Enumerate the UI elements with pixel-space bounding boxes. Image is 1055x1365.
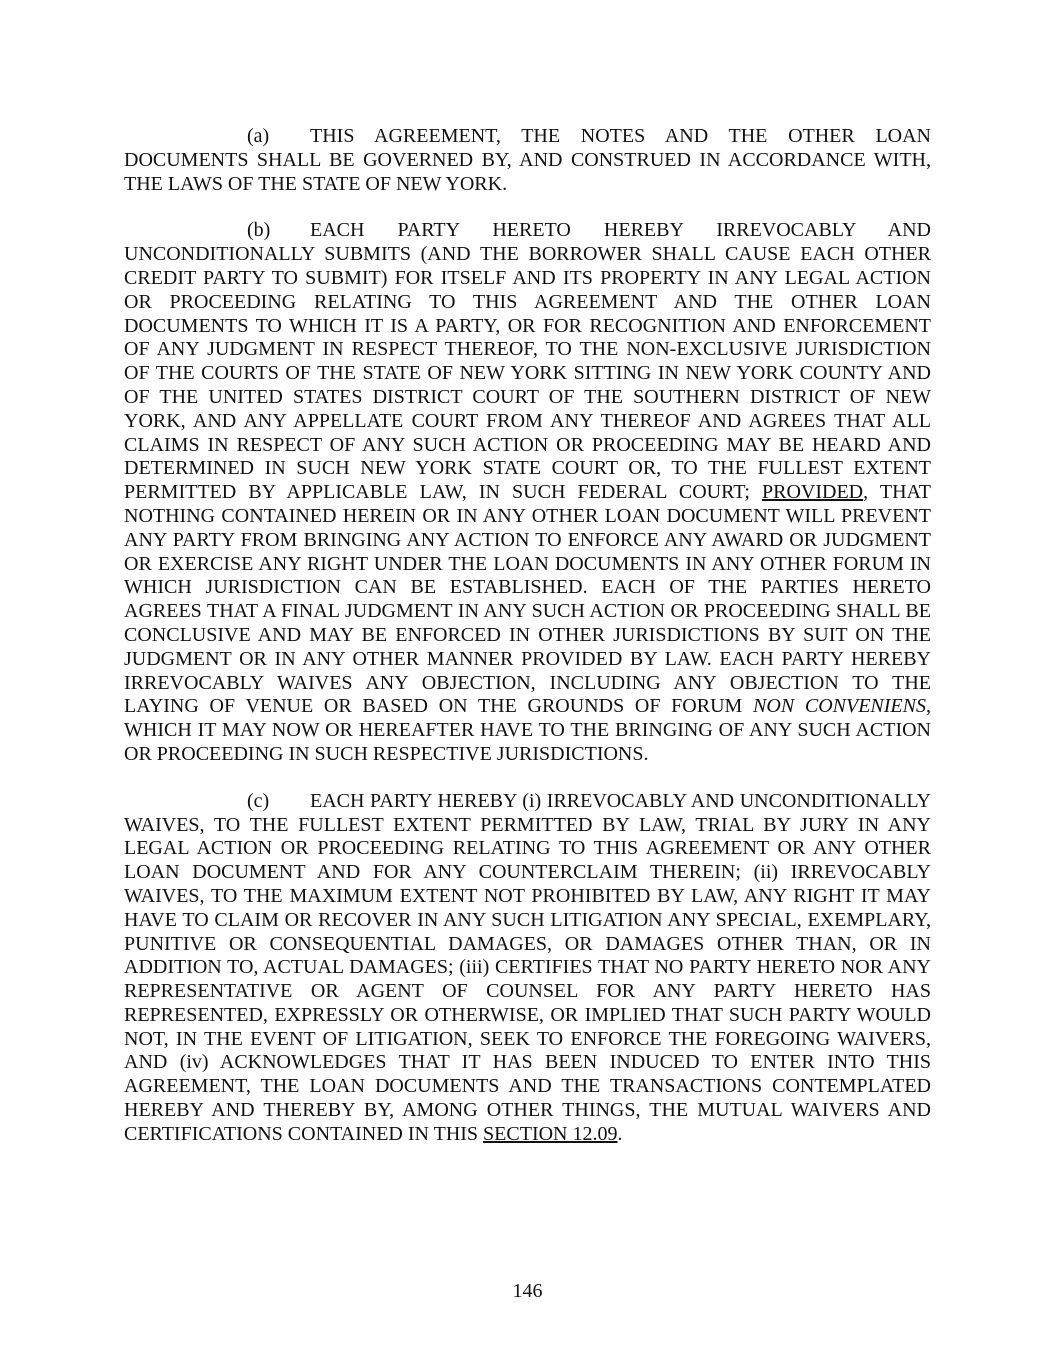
paragraph-a-text: THIS AGREEMENT, THE NOTES AND THE OTHER LOAN DOCUMENTS SHALL BE GOVERNED BY, AND CONSTRUED IN ACCORDANCE WITH, THE LAWS OF THE STATE OF NEW YORK. bbox=[124, 125, 931, 195]
paragraph-b-label: (b) bbox=[247, 219, 271, 242]
paragraph-c-label: (c) bbox=[247, 789, 270, 812]
paragraph-c-text-2: . bbox=[617, 1122, 623, 1145]
paragraph-a bbox=[124, 125, 931, 196]
paragraph-b-text-1: EACH PARTY HERETO HEREBY IRREVOCABLY AND UNCONDITIONALLY SUBMITS (AND THE BORROWER SHALL CAUSE EACH OTHER CREDIT PARTY TO SUBMIT) FOR ITSELF AND ITS PROPERTY IN ANY LEGAL ACTION OR PROCEEDING RELATING TO THIS AGREEMENT AND THE OTHER LOAN DOCUMENTS TO WHICH IT IS A PARTY, OR FOR RECOGNITION AND ENFORCEMENT OF ANY JUDGMENT IN RESPECT THEREOF, TO THE NON-EXCLUSIVE JURISDICTION OF THE COURTS OF THE STATE OF NEW YORK SITTING IN NEW YORK COUNTY AND OF THE UNITED STATES DISTRICT COURT OF THE SOUTHERN DISTRICT OF NEW YORK, AND ANY APPELLATE COURT FROM ANY THEREOF AND AGREES THAT ALL CLAIMS IN RESPECT OF ANY SUCH ACTION OR PROCEEDING MAY BE HEARD AND DETERMINED IN SUCH NEW YORK STATE COURT OR, TO THE FULLEST EXTENT PERMITTED BY APPLICABLE LAW, IN SUCH FEDERAL COURT; bbox=[124, 219, 931, 504]
paragraph-b-text-3: , WHICH IT MAY NOW OR HEREAFTER HAVE TO THE BRINGING OF ANY SUCH ACTION OR PROCEEDING IN SUCH RESPECTIVE JURISDICTIONS. bbox=[124, 695, 931, 765]
paragraph-c bbox=[124, 790, 931, 1147]
section-reference: SECTION 12.09 bbox=[483, 1122, 618, 1145]
page-number: 146 bbox=[512, 1280, 543, 1302]
document-body bbox=[124, 125, 931, 1170]
paragraph-a-label: (a) bbox=[247, 125, 270, 147]
provided-term: PROVIDED bbox=[762, 481, 864, 504]
paragraph-b bbox=[124, 219, 931, 766]
paragraph-c-text-1: EACH PARTY HEREBY (i) IRREVOCABLY AND UNCONDITIONALLY WAIVES, TO THE FULLEST EXTENT PERMITTED BY LAW, TRIAL BY JURY IN ANY LEGAL ACTION OR PROCEEDING RELATING TO THIS AGREEMENT OR ANY OTHER LOAN DOCUMENT AND FOR ANY COUNTERCLAIM THEREIN; (ii) IRREVOCABLY WAIVES, TO THE MAXIMUM EXTENT NOT PROHIBITED BY LAW, ANY RIGHT IT MAY HAVE TO CLAIM OR RECOVER IN ANY SUCH LITIGATION ANY SPECIAL, EXEMPLARY, PUNITIVE OR CONSEQUENTIAL DAMAGES, OR DAMAGES OTHER THAN, OR IN ADDITION TO, ACTUAL DAMAGES; (iii) CERTIFIES THAT NO PARTY HERETO NOR ANY REPRESENTATIVE OR AGENT OF COUNSEL FOR ANY PARTY HERETO HAS REPRESENTED, EXPRESSLY OR OTHERWISE, OR IMPLIED THAT SUCH PARTY WOULD NOT, IN THE EVENT OF LITIGATION, SEEK TO ENFORCE THE FOREGOING WAIVERS, AND (iv) ACKNOWLEDGES THAT IT HAS BEEN INDUCED TO ENTER INTO THIS AGREEMENT, THE LOAN DOCUMENTS AND THE TRANSACTIONS CONTEMPLATED HEREBY AND THEREBY BY, AMONG OTHER THINGS, THE MUTUAL WAIVERS AND CERTIFICATIONS CONTAINED IN THIS bbox=[124, 789, 931, 1145]
non-conveniens-term: NON CONVENIENS bbox=[753, 695, 926, 718]
paragraph-b-text-2: , THAT NOTHING CONTAINED HEREIN OR IN ANY OTHER LOAN DOCUMENT WILL PREVENT ANY PARTY FROM BRINGING ANY ACTION TO ENFORCE ANY AWARD OR JUDGMENT OR EXERCISE ANY RIGHT UNDER THE LOAN DOCUMENTS IN ANY OTHER FORUM IN WHICH JURISDICTION CAN BE ESTABLISHED. EACH OF THE PARTIES HERETO AGREES THAT A FINAL JUDGMENT IN ANY SUCH ACTION OR PROCEEDING SHALL BE CONCLUSIVE AND MAY BE ENFORCED IN OTHER JURISDICTIONS BY SUIT ON THE JUDGMENT OR IN ANY OTHER MANNER PROVIDED BY LAW. EACH PARTY HEREBY IRREVOCABLY WAIVES ANY OBJECTION, INCLUDING ANY OBJECTION TO THE LAYING OF VENUE OR BASED ON THE GROUNDS OF FORUM bbox=[124, 481, 931, 718]
